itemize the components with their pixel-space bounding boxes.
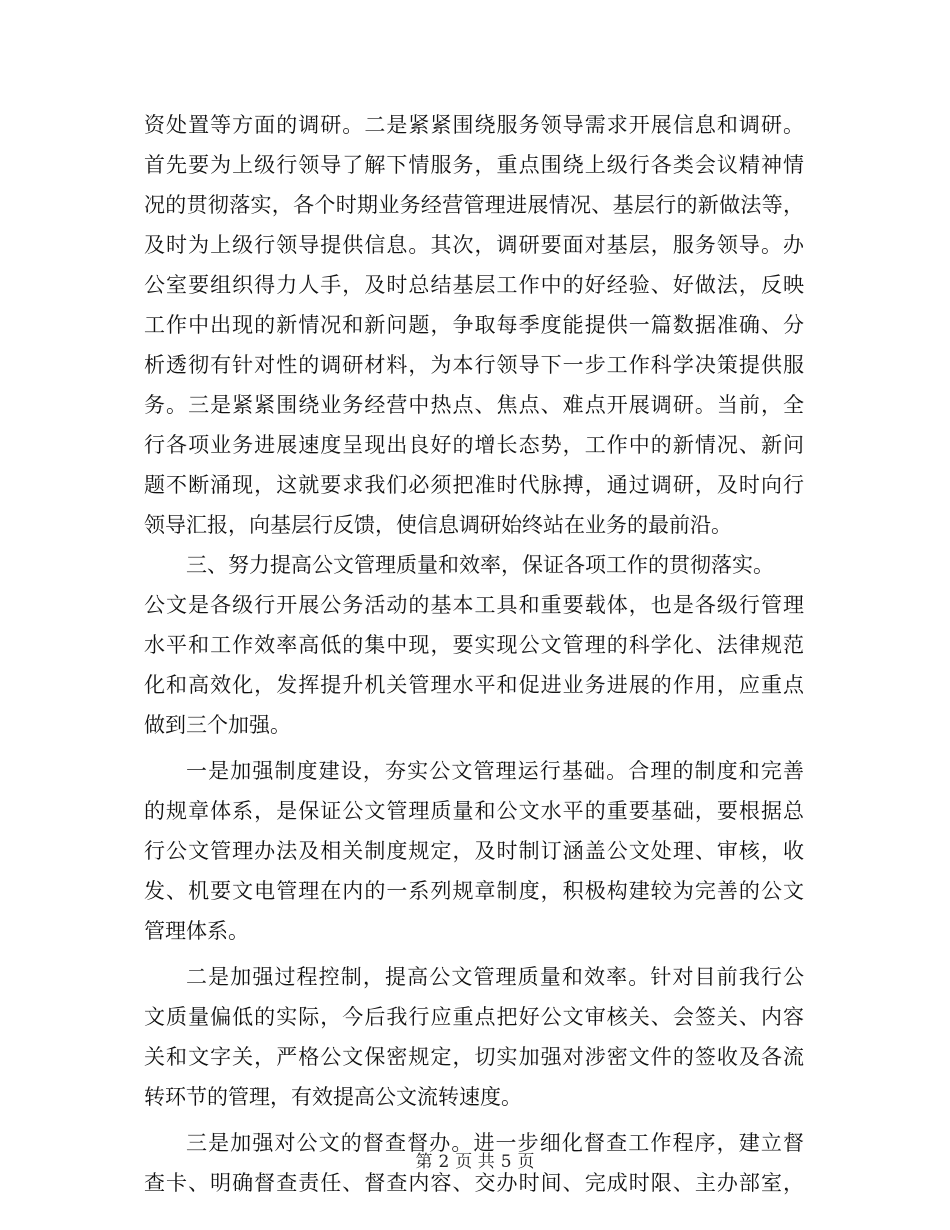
text-line: 文质量偏低的实际，今后我行应重点把好公文审核关、会签关、内容 bbox=[144, 1005, 804, 1029]
text-line: 的规章体系，是保证公文管理质量和公文水平的重要基础，要根据总 bbox=[144, 799, 804, 823]
text-line: 化和高效化，发挥提升机关管理水平和促进业务进展的作用，应重点 bbox=[144, 673, 804, 697]
text-line: 公室要组织得力人手，及时总结基层工作中的好经验、好做法，反映 bbox=[144, 273, 804, 297]
text-line: 关和文字关，严格公文保密规定，切实加强对涉密文件的签收及各流 bbox=[144, 1045, 804, 1069]
text-line: 行各项业务进展速度呈现出良好的增长态势，工作中的新情况、新问 bbox=[144, 433, 804, 457]
text-line: 析透彻有针对性的调研材料，为本行领导下一步工作科学决策提供服 bbox=[144, 353, 804, 377]
text-line: 行公文管理办法及相关制度规定，及时制订涵盖公文处理、审核，收 bbox=[144, 839, 804, 863]
paragraph-first-line: 三是加强对公文的督查督办。进一步细化督查工作程序，建立督 bbox=[186, 1131, 804, 1155]
text-line: 转环节的管理，有效提高公文流转速度。 bbox=[144, 1085, 522, 1109]
text-line: 管理体系。 bbox=[144, 919, 249, 943]
text-line: 况的贯彻落实，各个时期业务经营管理进展情况、基层行的新做法等， bbox=[144, 193, 804, 217]
text-line: 水平和工作效率高低的集中现，要实现公文管理的科学化、法律规范 bbox=[144, 633, 804, 657]
footer-prefix: 第 bbox=[415, 1152, 433, 1172]
text-line: 资处置等方面的调研。二是紧紧围绕服务领导需求开展信息和调研。 bbox=[144, 113, 804, 137]
text-line: 题不断涌现，这就要求我们必须把准时代脉搏，通过调研，及时向行 bbox=[144, 473, 804, 497]
paragraph-first-line: 一是加强制度建设，夯实公文管理运行基础。合理的制度和完善 bbox=[186, 759, 804, 783]
text-line: 首先要为上级行领导了解下情服务，重点围绕上级行各类会议精神情 bbox=[144, 153, 804, 177]
text-line: 工作中出现的新情况和新问题，争取每季度能提供一篇数据准确、分 bbox=[144, 313, 804, 337]
text-line: 及时为上级行领导提供信息。其次，调研要面对基层，服务领导。办 bbox=[144, 233, 804, 257]
paragraph-first-line: 二是加强过程控制，提高公文管理质量和效率。针对目前我行公 bbox=[186, 965, 804, 989]
text-line: 发、机要文电管理在内的一系列规章制度，积极构建较为完善的公文 bbox=[144, 879, 804, 903]
footer-suffix: 页 bbox=[517, 1152, 535, 1172]
footer-page-number: 2 bbox=[438, 1152, 450, 1172]
document-body bbox=[144, 105, 804, 1203]
text-line: 领导汇报，向基层行反馈，使信息调研始终站在业务的最前沿。 bbox=[144, 513, 732, 537]
section-heading: 三、努力提高公文管理质量和效率，保证各项工作的贯彻落实。 bbox=[186, 553, 774, 577]
text-line: 做到三个加强。 bbox=[144, 713, 291, 737]
text-line: 公文是各级行开展公务活动的基本工具和重要载体，也是各级行管理 bbox=[144, 593, 804, 617]
text-line: 务。三是紧紧围绕业务经营中热点、焦点、难点开展调研。当前，全 bbox=[144, 393, 804, 417]
page-footer bbox=[0, 1147, 950, 1172]
footer-total-pages: 5 bbox=[500, 1152, 512, 1172]
text-line: 查卡、明确督查责任、督查内容、交办时间、完成时限、主办部室， bbox=[144, 1171, 804, 1195]
footer-middle: 页 共 bbox=[455, 1152, 495, 1172]
